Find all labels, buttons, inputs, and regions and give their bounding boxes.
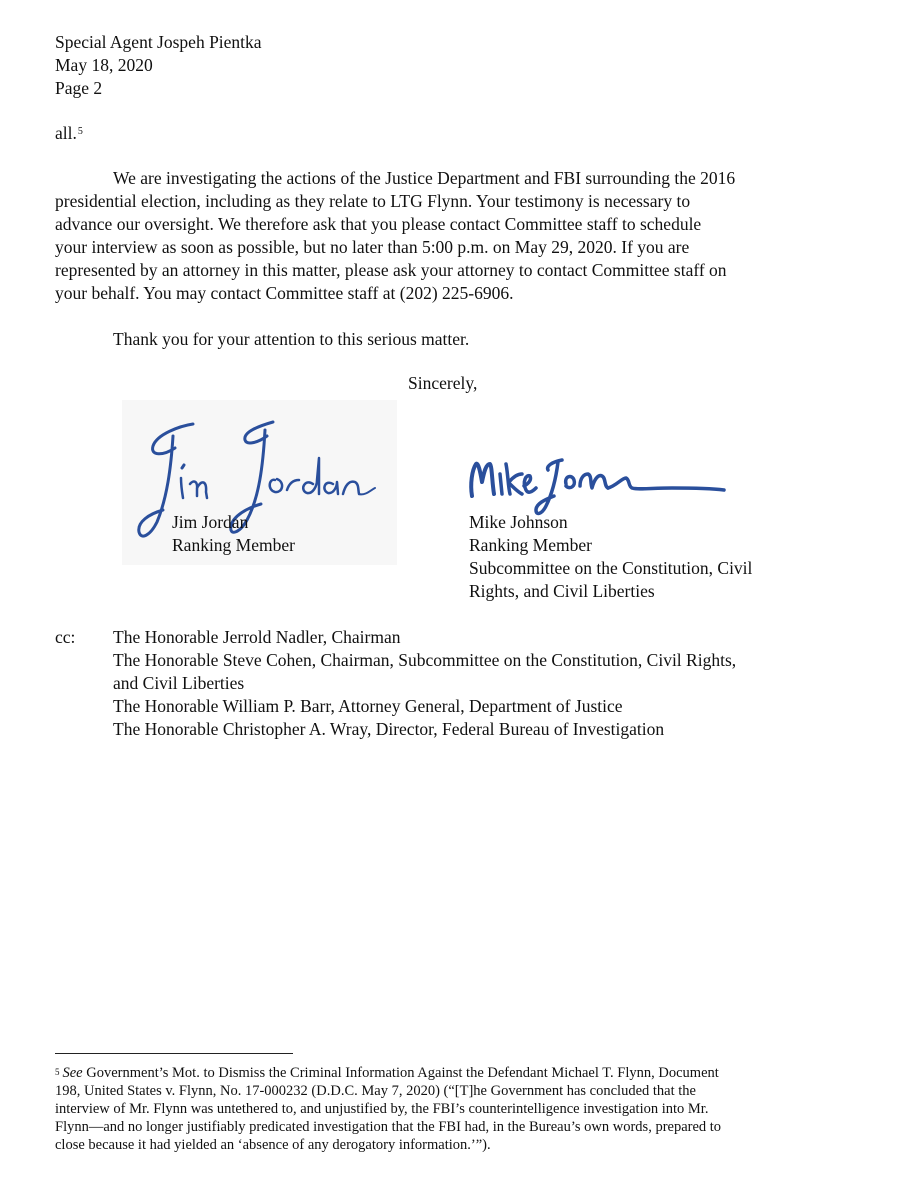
cc-recipient: The Honorable Steve Cohen, Chairman, Subcommittee on the Constitution, Civil Rights, bbox=[113, 650, 737, 670]
footnote-marker: 5 bbox=[55, 1067, 60, 1077]
footnote-line: close because it had yielded an ‘absence of any derogatory information.’”). bbox=[55, 1137, 491, 1153]
thanks-line: Thank you for your attention to this serious matter. bbox=[113, 329, 470, 349]
footnote-see: See bbox=[62, 1065, 83, 1081]
cc-recipient: The Honorable Jerrold Nadler, Chairman bbox=[113, 627, 401, 647]
paragraph-line: represented by an attorney in this matter, please ask your attorney to contact Committee staff on bbox=[55, 260, 727, 280]
footnote-line: interview of Mr. Flynn was untethered to, and unjustified by, the FBI’s counterintelligence investigation into Mr. bbox=[55, 1101, 709, 1117]
signatory-name-jordan: Jim Jordan bbox=[172, 512, 249, 532]
closing-salutation: Sincerely, bbox=[408, 373, 478, 393]
cc-recipient: The Honorable Christopher A. Wray, Director, Federal Bureau of Investigation bbox=[113, 719, 665, 739]
footnote-line: Flynn—and no longer justifiably predicated investigation that the FBI had, in the Bureau’s own words, prepared to bbox=[55, 1119, 722, 1135]
recipient-line: Special Agent Jospeh Pientka bbox=[55, 32, 262, 52]
cc-recipient: The Honorable William P. Barr, Attorney General, Department of Justice bbox=[113, 696, 623, 716]
paragraph-line: presidential election, including as they relate to LTG Flynn. Your testimony is necessary to bbox=[55, 191, 691, 211]
signatory-title-johnson: Ranking Member bbox=[469, 535, 592, 555]
signatory-title-jordan: Ranking Member bbox=[172, 535, 295, 555]
cc-recipient-continuation: and Civil Liberties bbox=[113, 673, 245, 693]
cc-label: cc: bbox=[55, 627, 76, 647]
footnote-reference: 5 bbox=[77, 126, 83, 137]
paragraph-line: your interview as soon as possible, but no later than 5:00 p.m. on May 29, 2020. If you are bbox=[55, 237, 690, 257]
signatory-name-johnson: Mike Johnson bbox=[469, 512, 568, 532]
continuation-text: all.$^5$ bbox=[55, 123, 83, 143]
date-line: May 18, 2020 bbox=[55, 55, 153, 75]
paragraph-line: We are investigating the actions of the Justice Department and FBI surrounding the 2016 bbox=[113, 168, 736, 188]
paragraph-line: advance our oversight. We therefore ask that you please contact Committee staff to schedule bbox=[55, 214, 702, 234]
paragraph-line: your behalf. You may contact Committee staff at (202) 225-6906. bbox=[55, 283, 514, 303]
footnote-line: 198, United States v. Flynn, No. 17-000232 (D.D.C. May 7, 2020) (“[T]he Government has concluded that the bbox=[55, 1083, 696, 1099]
footnote-divider bbox=[55, 1053, 293, 1054]
signatory-subtitle-johnson: Subcommittee on the Constitution, Civil bbox=[469, 558, 753, 578]
signatory-subtitle-johnson: Rights, and Civil Liberties bbox=[469, 581, 655, 601]
footnote-line: $^5$ See Government’s Mot. to Dismiss the Criminal Information Against the Defendant Michael T. Flynn, Document bbox=[55, 1065, 719, 1081]
page-number: Page 2 bbox=[55, 78, 103, 98]
